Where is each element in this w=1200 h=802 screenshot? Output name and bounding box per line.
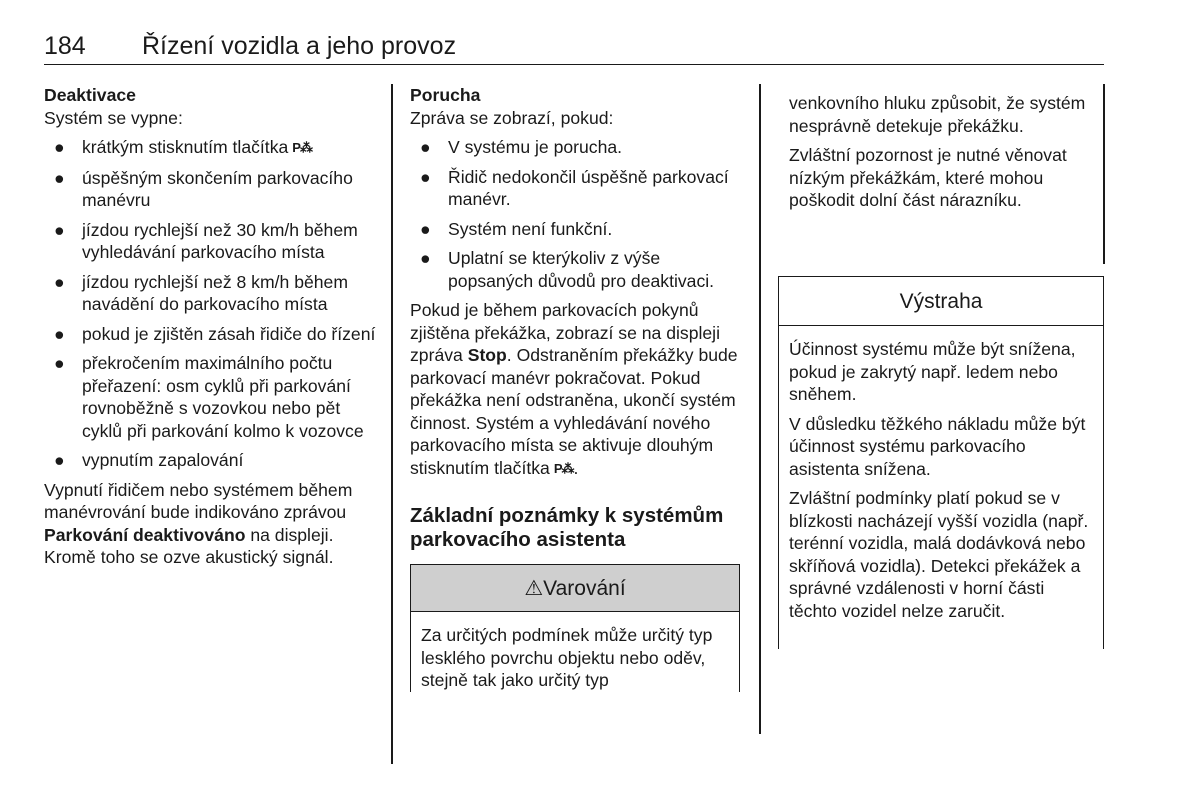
bullet-icon: ● [420, 248, 431, 268]
caution-text-2: V důsledku těžkého nákladu může být účinnost systému parkovacího asistenta snížena. [789, 413, 1086, 479]
noise-paragraph: venkovního hluku způsobit, že systém nesprávně detekuje překážku. [789, 93, 1086, 136]
caution-text-3: Zvláštní podmínky platí pokud se v blízkosti nacházejí vyšší vozidla (např. terénní vozidla, malá dodávková nebo skříňová vozidla). Detekci překážek a správné vzdálenosti v horní části těchto vozidel nelze zaručit. [789, 488, 1089, 621]
intro-text: Zpráva se zobrazí, pokud: [410, 107, 614, 128]
warning-title: Varování [543, 577, 626, 600]
warning-text: Za určitých podmínek může určitý typ lesklého povrchu objektu nebo oděv, stejně tak jako určitý typ [421, 625, 713, 690]
list-item: ● úspěšným skončením parkovacího manévru [54, 167, 353, 210]
fault-list [410, 136, 740, 292]
caution-box-wrapper [778, 276, 1104, 649]
section-heading-zakladni-poznamky: Základní poznámky k systémům parkovacího asistenta [410, 504, 724, 551]
caution-text-1: Účinnost systému může být snížena, pokud je zakrytý např. ledem nebo sněhem. [789, 339, 1076, 404]
list-item: ● Systém není funkční. [420, 218, 613, 239]
warning-triangle-icon: ⚠ [524, 577, 544, 600]
section-heading-porucha: Porucha [410, 85, 481, 105]
intro-text: Systém se vypne: [44, 107, 183, 128]
caution-header [779, 277, 1103, 326]
chapter-title: Řízení vozidla a jeho provoz [142, 32, 457, 60]
column-3 [789, 92, 1097, 230]
warning-body [411, 612, 739, 692]
column-divider-1 [391, 84, 393, 764]
section-heading-deaktivace: Deaktivace [44, 85, 136, 105]
column-divider-2 [759, 84, 761, 734]
warning-box [410, 564, 740, 692]
list-item: ● V systému je porucha. [420, 137, 623, 157]
deactivation-paragraph: Vypnutí řidičem nebo systémem během manévrování bude indikováno zprávou Parkování deaktivováno na displeji. Kromě toho se ozve akustický signál. [44, 479, 353, 567]
list-item: ● překročením maximálního počtu přeřazení: osm cyklů při parkování rovnoběžně s vozovkou nebo pět cyklů při parkování kolmo k vozovce [54, 353, 364, 441]
bullet-icon: ● [420, 218, 431, 239]
parking-button-icon: P⁂ [553, 460, 574, 476]
caution-box [778, 276, 1104, 649]
bullet-icon: ● [54, 450, 65, 470]
message-stop: Stop [467, 345, 507, 365]
bullet-icon: ● [420, 166, 431, 187]
bullet-icon: ● [54, 137, 65, 157]
bullet-icon: ● [54, 323, 65, 344]
column-divider-3 [1103, 84, 1105, 264]
message-parkovani-deaktivovano: Parkování deaktivováno [44, 524, 246, 545]
bullet-icon: ● [54, 271, 65, 292]
column-2 [410, 84, 740, 699]
list-item: ● jízdou rychlejší než 30 km/h během vyhledávání parkovacího místa [54, 219, 358, 262]
parking-button-icon: P⁂ [292, 140, 312, 155]
list-item: ● Uplatní se kterýkoliv z výše popsaných důvodů pro deaktivaci. [420, 248, 715, 291]
bullet-icon: ● [54, 353, 65, 373]
caution-body [779, 326, 1103, 622]
bullet-icon: ● [54, 219, 65, 240]
list-item: ● vypnutím zapalování [54, 450, 244, 470]
list-item: ● jízdou rychlejší než 8 km/h během navádění do parkovacího místa [54, 271, 348, 314]
caution-title: Výstraha [899, 290, 983, 313]
page-header [44, 30, 1104, 65]
list-item: ● Řidič nedokončil úspěšně parkovací manévr. [420, 166, 729, 209]
warning-header [411, 565, 739, 612]
obstacle-paragraph: Pokud je během parkovacích pokynů zjištěna překážka, zobrazí se na displeji zpráva Stop. Odstraněním překážky bude parkovací manévr pokračovat. Pokud překážka není odstraněna, ukončí systém činnost. Systém a vyhledávání nového parkovacího místa se aktivuje dlouhým stisknutím tlačítka P⁂. [410, 299, 740, 480]
list-item: ● pokud je zjištěn zásah řidiče do řízení [54, 323, 376, 344]
list-item: ● krátkým stisknutím tlačítka P⁂ [44, 136, 382, 160]
page-number: 184 [44, 32, 86, 60]
bullet-icon: ● [420, 137, 431, 157]
column-1 [44, 84, 382, 576]
bullet-icon: ● [54, 167, 65, 188]
low-obstacles-paragraph: Zvláštní pozornost je nutné věnovat nízkým překážkám, které mohou poškodit dolní část nárazníku. [789, 145, 1067, 210]
deactivation-list [44, 136, 382, 472]
